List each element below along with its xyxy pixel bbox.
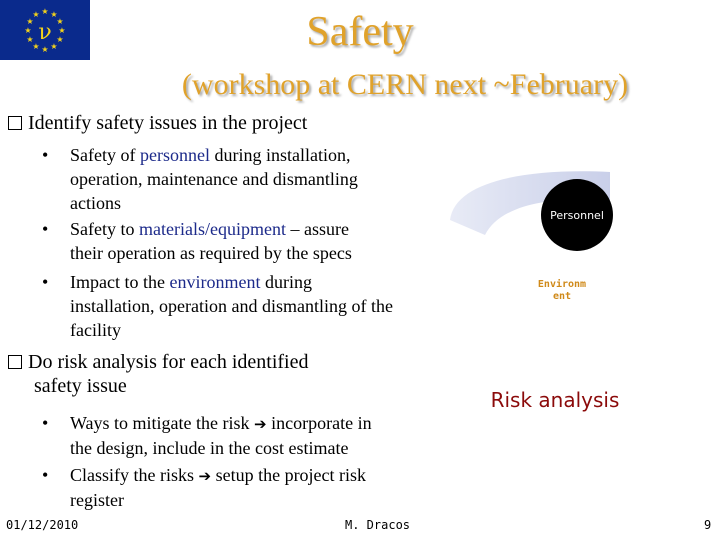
- bullet-text: their operation as required by the specs: [70, 243, 352, 263]
- footer-author: M. Dracos: [345, 518, 411, 532]
- section2-heading-text: safety issue: [34, 375, 127, 397]
- personnel-label: Personnel: [550, 209, 604, 222]
- bullet-text: Ways to mitigate the risk: [70, 413, 255, 433]
- bullet-text: during installation,: [209, 145, 351, 165]
- svg-text:★: ★: [56, 17, 64, 26]
- svg-text:★: ★: [50, 42, 58, 51]
- bullet-text: register: [70, 490, 124, 510]
- bullet-environment: [42, 270, 393, 342]
- bullet-dot-icon: •: [42, 272, 49, 292]
- bullet-mitigate: [42, 411, 372, 460]
- svg-text:★: ★: [50, 10, 58, 19]
- bullet-text: incorporate in: [266, 413, 372, 433]
- svg-text:★: ★: [56, 35, 64, 44]
- slide-title: Safety: [306, 9, 414, 55]
- safety-diagram: [440, 150, 690, 350]
- checkbox-bullet-icon: [8, 355, 22, 369]
- bullet-materials: [42, 217, 352, 265]
- footer-date: 01/12/2010: [6, 518, 79, 532]
- bullet-text: facility: [70, 320, 121, 340]
- bullet-dot-icon: •: [42, 145, 49, 165]
- highlight-environment: environment: [169, 272, 261, 292]
- arrow-right-icon: ➔: [254, 415, 267, 433]
- svg-text:★: ★: [32, 10, 40, 19]
- bullet-text: installation, operation and dismantling of the: [70, 296, 393, 316]
- slide-subtitle: (workshop at CERN next ~February): [181, 68, 629, 101]
- arrow-right-icon: ➔: [198, 467, 212, 485]
- bullet-personnel: [42, 143, 358, 215]
- bullet-dot-icon: •: [42, 465, 49, 485]
- bullet-text: Classify the risks: [70, 465, 199, 485]
- svg-text:★: ★: [41, 45, 49, 54]
- environment-label: ent: [552, 291, 572, 302]
- bullet-text: Safety to: [70, 219, 139, 239]
- svg-text:★: ★: [58, 26, 66, 35]
- svg-text:★: ★: [24, 26, 32, 35]
- logo-glyph: ν: [38, 20, 52, 45]
- highlight-materials: materials/equipment: [139, 219, 286, 239]
- section1-heading: [8, 111, 307, 135]
- bullet-text: setup the project risk: [211, 465, 367, 485]
- environment-label: Environm: [537, 279, 587, 290]
- bullet-text: operation, maintenance and dismantling: [70, 169, 358, 189]
- svg-text:★: ★: [26, 17, 34, 26]
- checkbox-bullet-icon: [8, 116, 22, 130]
- bullet-text: the design, include in the cost estimate: [70, 438, 349, 458]
- bullet-text: actions: [70, 193, 121, 213]
- bullet-classify: [42, 463, 367, 512]
- svg-text:★: ★: [41, 7, 49, 16]
- bullet-text: Impact to the: [70, 272, 170, 292]
- svg-text:★: ★: [32, 42, 40, 51]
- bullet-text: – assure: [285, 219, 349, 239]
- highlight-personnel: personnel: [139, 145, 210, 165]
- footer-page-number: 9: [704, 518, 712, 532]
- risk-analysis-label: Risk analysis: [490, 388, 620, 412]
- bullet-dot-icon: •: [42, 413, 49, 433]
- section1-heading-text: Identify safety issues in the project: [28, 112, 308, 134]
- bullet-text: Safety of: [70, 145, 140, 165]
- bullet-dot-icon: •: [42, 219, 49, 239]
- section2-heading: [8, 350, 308, 398]
- bullet-text: during: [260, 272, 312, 292]
- svg-text:★: ★: [26, 35, 34, 44]
- section2-heading-text: Do risk analysis for each identified: [28, 351, 309, 373]
